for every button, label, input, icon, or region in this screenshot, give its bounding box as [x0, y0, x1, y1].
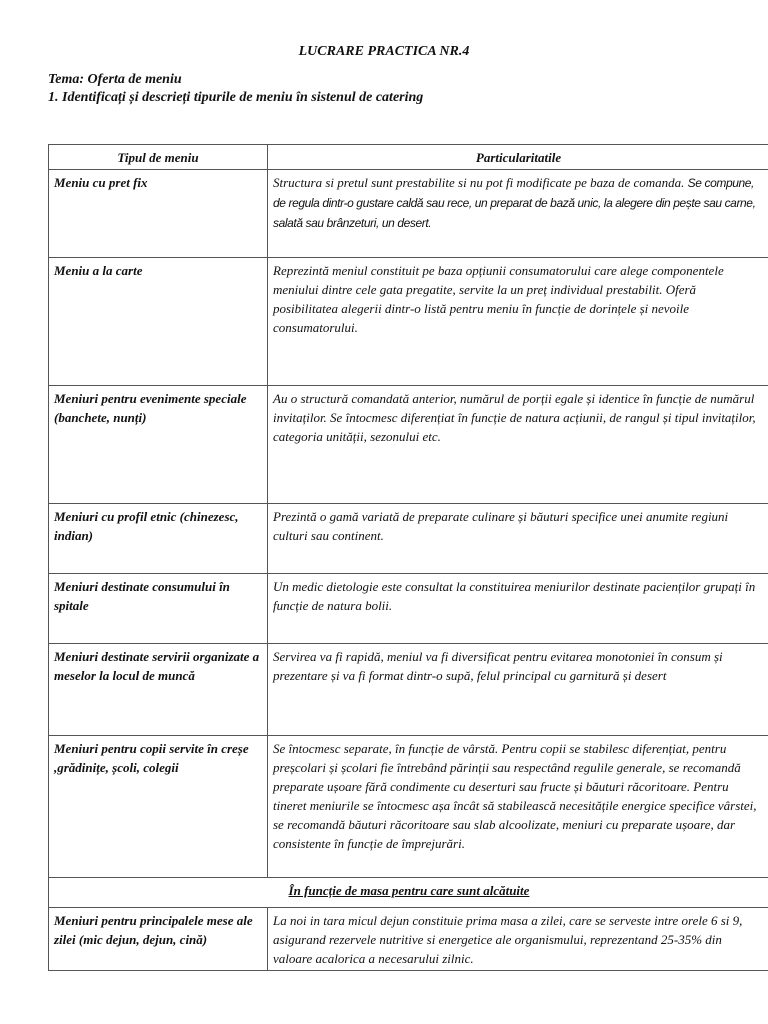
menu-type-cell: Meniuri pentru copii servite în creșe ,grădinițe, școli, colegii: [49, 736, 268, 878]
table-row: [49, 736, 768, 878]
theme-line: Tema: Oferta de meniu: [48, 72, 182, 87]
page-title: LUCRARE PRACTICA NR.4: [298, 44, 470, 59]
particularities-cell: Un medic dietologie este consultat la constituirea meniurilor destinate pacienților grupați în funcție de natura bolii.: [268, 574, 768, 644]
section-heading: În funcție de masa pentru care sunt alcătuite: [49, 878, 768, 908]
task-heading: 1. Identificați și descrieți tipurile de meniu în sistenul de catering: [48, 90, 424, 105]
table-row: [49, 644, 768, 736]
particularities-cell: Se întocmesc separate, în funcție de vârstă. Pentru copii se stabilesc diferențiat, pentru preșcolari și școlari fie întrebând părinții sau respectând regulile generale, se recomandă preparate ușoare fără condimente cu deserturi sau fructe și băuturi răcoritoare. Pentru tineret meniurile se întocmesc așa încât să stabilească necesitățile energice specifice vârstei, se recomandă băuturi răcoritoare sau slab alcoolizate, meniuri cu preparate ușoare, dar consistente în funcție de împrejurări.: [268, 736, 768, 878]
particularities-cell: [268, 170, 768, 258]
table-header-row: [49, 145, 768, 170]
table-row: [49, 908, 768, 971]
section-heading-row: [49, 878, 768, 908]
table-row: [49, 170, 768, 258]
table-row: [49, 258, 768, 386]
menu-type-cell: Meniuri cu profil etnic (chinezesc, indian): [49, 504, 268, 574]
particularities-cell: La noi in tara micul dejun constituie prima masa a zilei, care se serveste intre orele 6 si 9, asigurand rezervele nutritive si energetice ale organismului, reprezentand 25-35% din valoare acalorica a necesarului zilnic.: [268, 908, 768, 971]
particularities-text: Structura si pretul sunt prestabilite si nu pot fi modificate pe baza de comanda.: [273, 175, 685, 190]
table-row: [49, 574, 768, 644]
table-row: [49, 386, 768, 504]
menu-type-cell: Meniu a la carte: [49, 258, 268, 386]
table-row: [49, 504, 768, 574]
column-header-particularities: Particularitatile: [268, 145, 768, 170]
menu-type-cell: Meniu cu pret fix: [49, 170, 268, 258]
menu-type-cell: Meniuri destinate consumului în spitale: [49, 574, 268, 644]
particularities-cell: Reprezintă meniul constituit pe baza opțiunii consumatorului care alege componentele meniului dintre cele gata pregatite, servite la un preț individual prestabilit. Oferă posibilitatea alegerii dintr-o listă pentru meniu în funcție de dorințele și nevoile consumatorului.: [268, 258, 768, 386]
menu-type-cell: Meniuri destinate servirii organizate a meselor la locul de muncă: [49, 644, 268, 736]
menu-type-cell: Meniuri pentru evenimente speciale (banchete, nunți): [49, 386, 268, 504]
particularities-text-condensed: Se compune, de regula dintr-o gustare caldă sau rece, un preparat de bază unic, la alegere din pește sau carne, salată sau brânzeturi, un desert.: [273, 176, 756, 230]
menu-types-table: [48, 144, 768, 971]
column-header-type: Tipul de meniu: [49, 145, 268, 170]
menu-type-cell: Meniuri pentru principalele mese ale zilei (mic dejun, dejun, cină): [49, 908, 268, 971]
particularities-cell: Au o structură comandată anterior, numărul de porții egale și identice în funcție de numărul invitaților. Se întocmesc diferențiat în funcție de natura acțiunii, de rangul și tipul invitaților, categoria unității, sezonului etc.: [268, 386, 768, 504]
particularities-cell: Prezintă o gamă variată de preparate culinare și băuturi specifice unei anumite regiuni culturi sau continent.: [268, 504, 768, 574]
particularities-cell: Servirea va fi rapidă, meniul va fi diversificat pentru evitarea monotoniei în consum și prezentare și va fi format dintr-o supă, felul principal cu garnitură și desert: [268, 644, 768, 736]
